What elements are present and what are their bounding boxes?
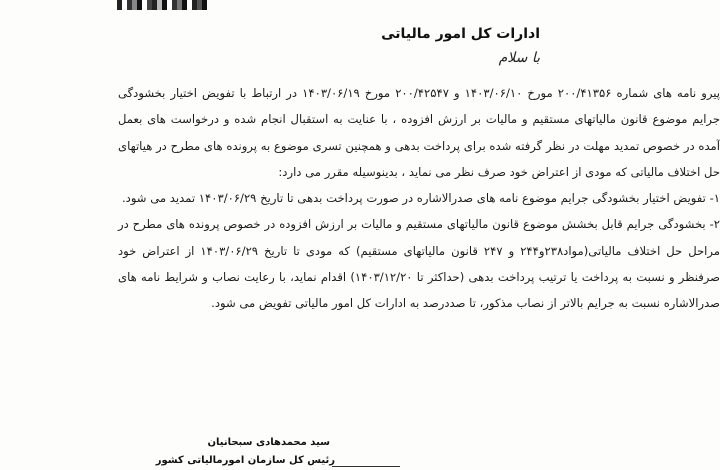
letter-addressee: ادارات کل امور مالیاتی bbox=[381, 26, 540, 42]
letter-item-1: ۱- تفویض اختیار بخشودگی جرایم موضوع نامه های صدرالاشاره در صورت پرداخت بدهی تا تاریخ ۱۴۰۳/۰۶/۲۹ تمدید می شود. bbox=[121, 191, 720, 206]
signatory-title: رئیس کل سازمان امورمالیاتی کشور bbox=[155, 455, 335, 466]
signature-line bbox=[332, 466, 400, 467]
letter-body bbox=[118, 80, 720, 317]
signatory-name: سید محمدهادی سبحانیان bbox=[207, 437, 330, 448]
letter-item-2: ۲- بخشودگی جرایم قابل بخشش موضوع قانون مالیاتهای مستقیم و مالیات بر ارزش افزوده در خصوص پرونده های مطرح در مراحل حل اختلاف مالیاتی(مواد۲۳۸و۲۴۴ و ۲۴۷ قانون مالیاتهای مستقیم) که مودی تا تاریخ ۱۴۰۳/۰۶/۲۹ از اعتراض خود صرفنظر و نسبت به پرداخت یا ترتیب پرداخت بدهی (حداکثر تا ۱۴۰۳/۱۲/۲۰) اقدام نماید، با رعایت نصاب و شرایط نامه های صدرالاشاره نسبت به جرایم بالاتر از نصاب مذکور، تا صددرصد به ادارات کل امور مالیاتی تفویض می شود. bbox=[118, 217, 720, 311]
qr-code-strip bbox=[117, 0, 207, 10]
letter-greeting: با سلام bbox=[498, 50, 540, 66]
letter-intro-paragraph: پیرو نامه های شماره ۲۰۰/۴۱۳۵۶ مورخ ۱۴۰۳/۰۶/۱۰ و ۲۰۰/۴۲۵۴۷ مورخ ۱۴۰۳/۰۶/۱۹ در ارتباط با تفویض اختیار بخشودگی جرایم موضوع قانون مالیاتهای مستقیم و مالیات بر ارزش افزوده ، با عنایت به استقبال انجام شده و درخواست های بعمل آمده در خصوص تمدید مهلت در نظر گرفته شده برای پرداخت بدهی و همچنین تسری موضوع به پرونده های مطرح در هیاتهای حل اختلاف مالیاتی که مودی از اعتراض خود صرف نظر می نماید ، بدینوسیله مقرر می دارد: bbox=[118, 86, 720, 179]
